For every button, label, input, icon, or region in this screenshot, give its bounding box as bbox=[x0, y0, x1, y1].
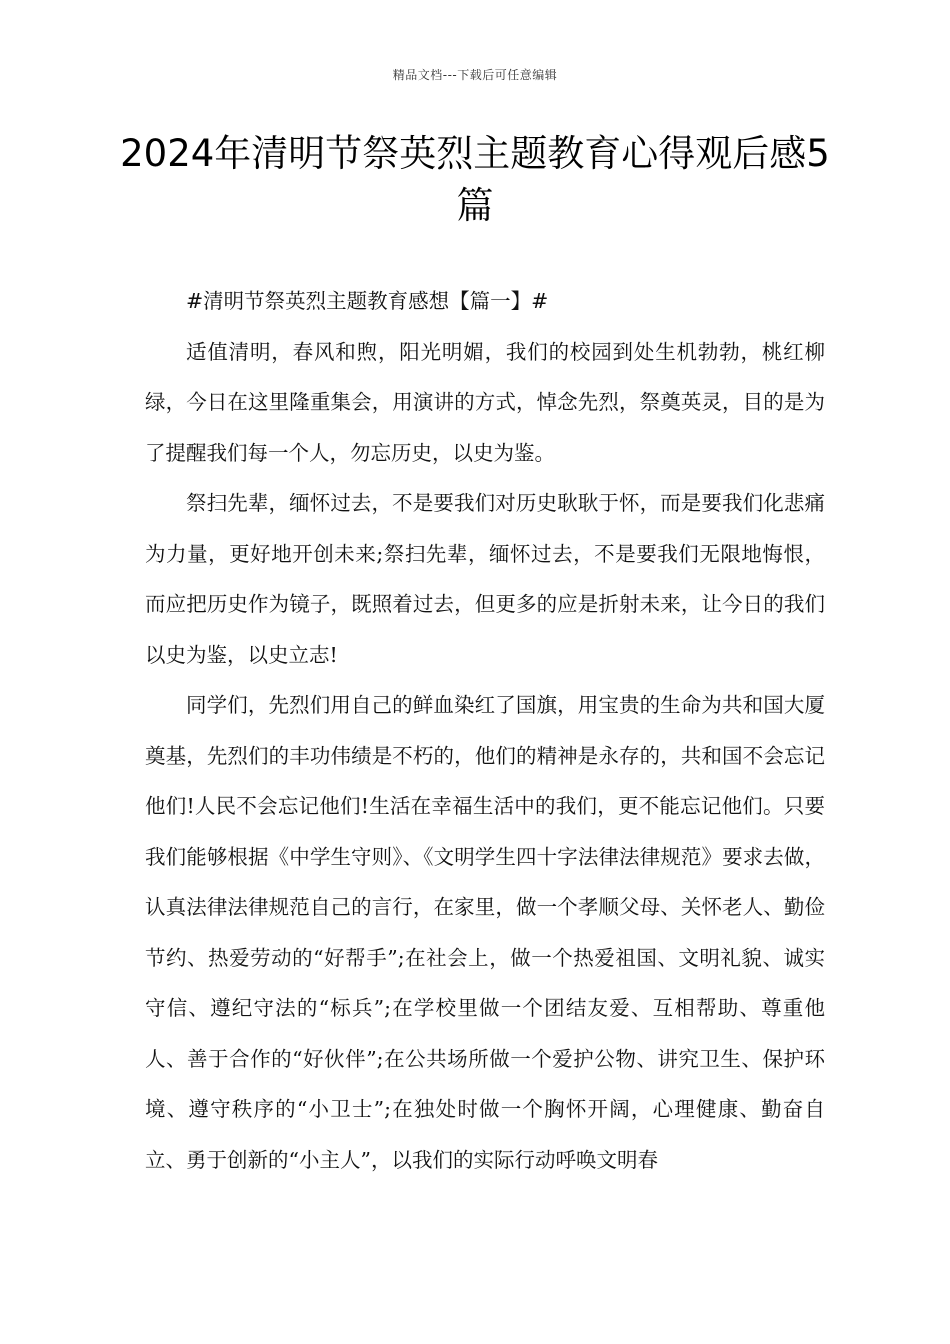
paragraph: 适值清明，春风和煦，阳光明媚，我们的校园到处生机勃勃，桃红柳绿，今日在这里隆重集会，用演讲的方式，悼念先烈，祭奠英灵，目的是为了提醒我们每一个人，勿忘历史，以史为鉴。 bbox=[145, 339, 825, 465]
page-header-watermark: 精品文档---下载后可任意编辑 bbox=[392, 68, 558, 82]
document-title: 2024年清明节祭英烈主题教育心得观后感5篇 bbox=[120, 132, 830, 227]
section-heading: #清明节祭英烈主题教育感想【篇一】# bbox=[186, 289, 549, 313]
paragraph: 祭扫先辈，缅怀过去，不是要我们对历史耿耿于怀，而是要我们化悲痛为力量，更好地开创未来;祭扫先辈，缅怀过去，不是要我们无限地悔恨，而应把历史作为镜子，既照着过去，但更多的应是折射未来，让今日的我们以史为鉴，以史立志! bbox=[145, 491, 825, 667]
document-body bbox=[145, 276, 825, 1185]
paragraph: 同学们，先烈们用自己的鲜血染红了国旗，用宝贵的生命为共和国大厦奠基，先烈们的丰功伟绩是不朽的，他们的精神是永存的，共和国不会忘记他们!人民不会忘记他们!生活在幸福生活中的我们，更不能忘记他们。只要我们能够根据《中学生守则》、《文明学生四十字法律法律规范》要求去做，认真法律法律规范自己的言行，在家里，做一个孝顺父母、关怀老人、勤俭节约、热爱劳动的“好帮手”;在社会上，做一个热爱祖国、文明礼貌、诚实守信、遵纪守法的“标兵”;在学校里做一个团结友爱、互相帮助、尊重他人、善于合作的“好伙伴”;在公共场所做一个爱护公物、讲究卫生、保护环境、遵守秩序的“小卫士”;在独处时做一个胸怀开阔，心理健康、勤奋自立、勇于创新的“小主人”，以我们的实际行动呼唤文明春 bbox=[145, 693, 825, 1172]
